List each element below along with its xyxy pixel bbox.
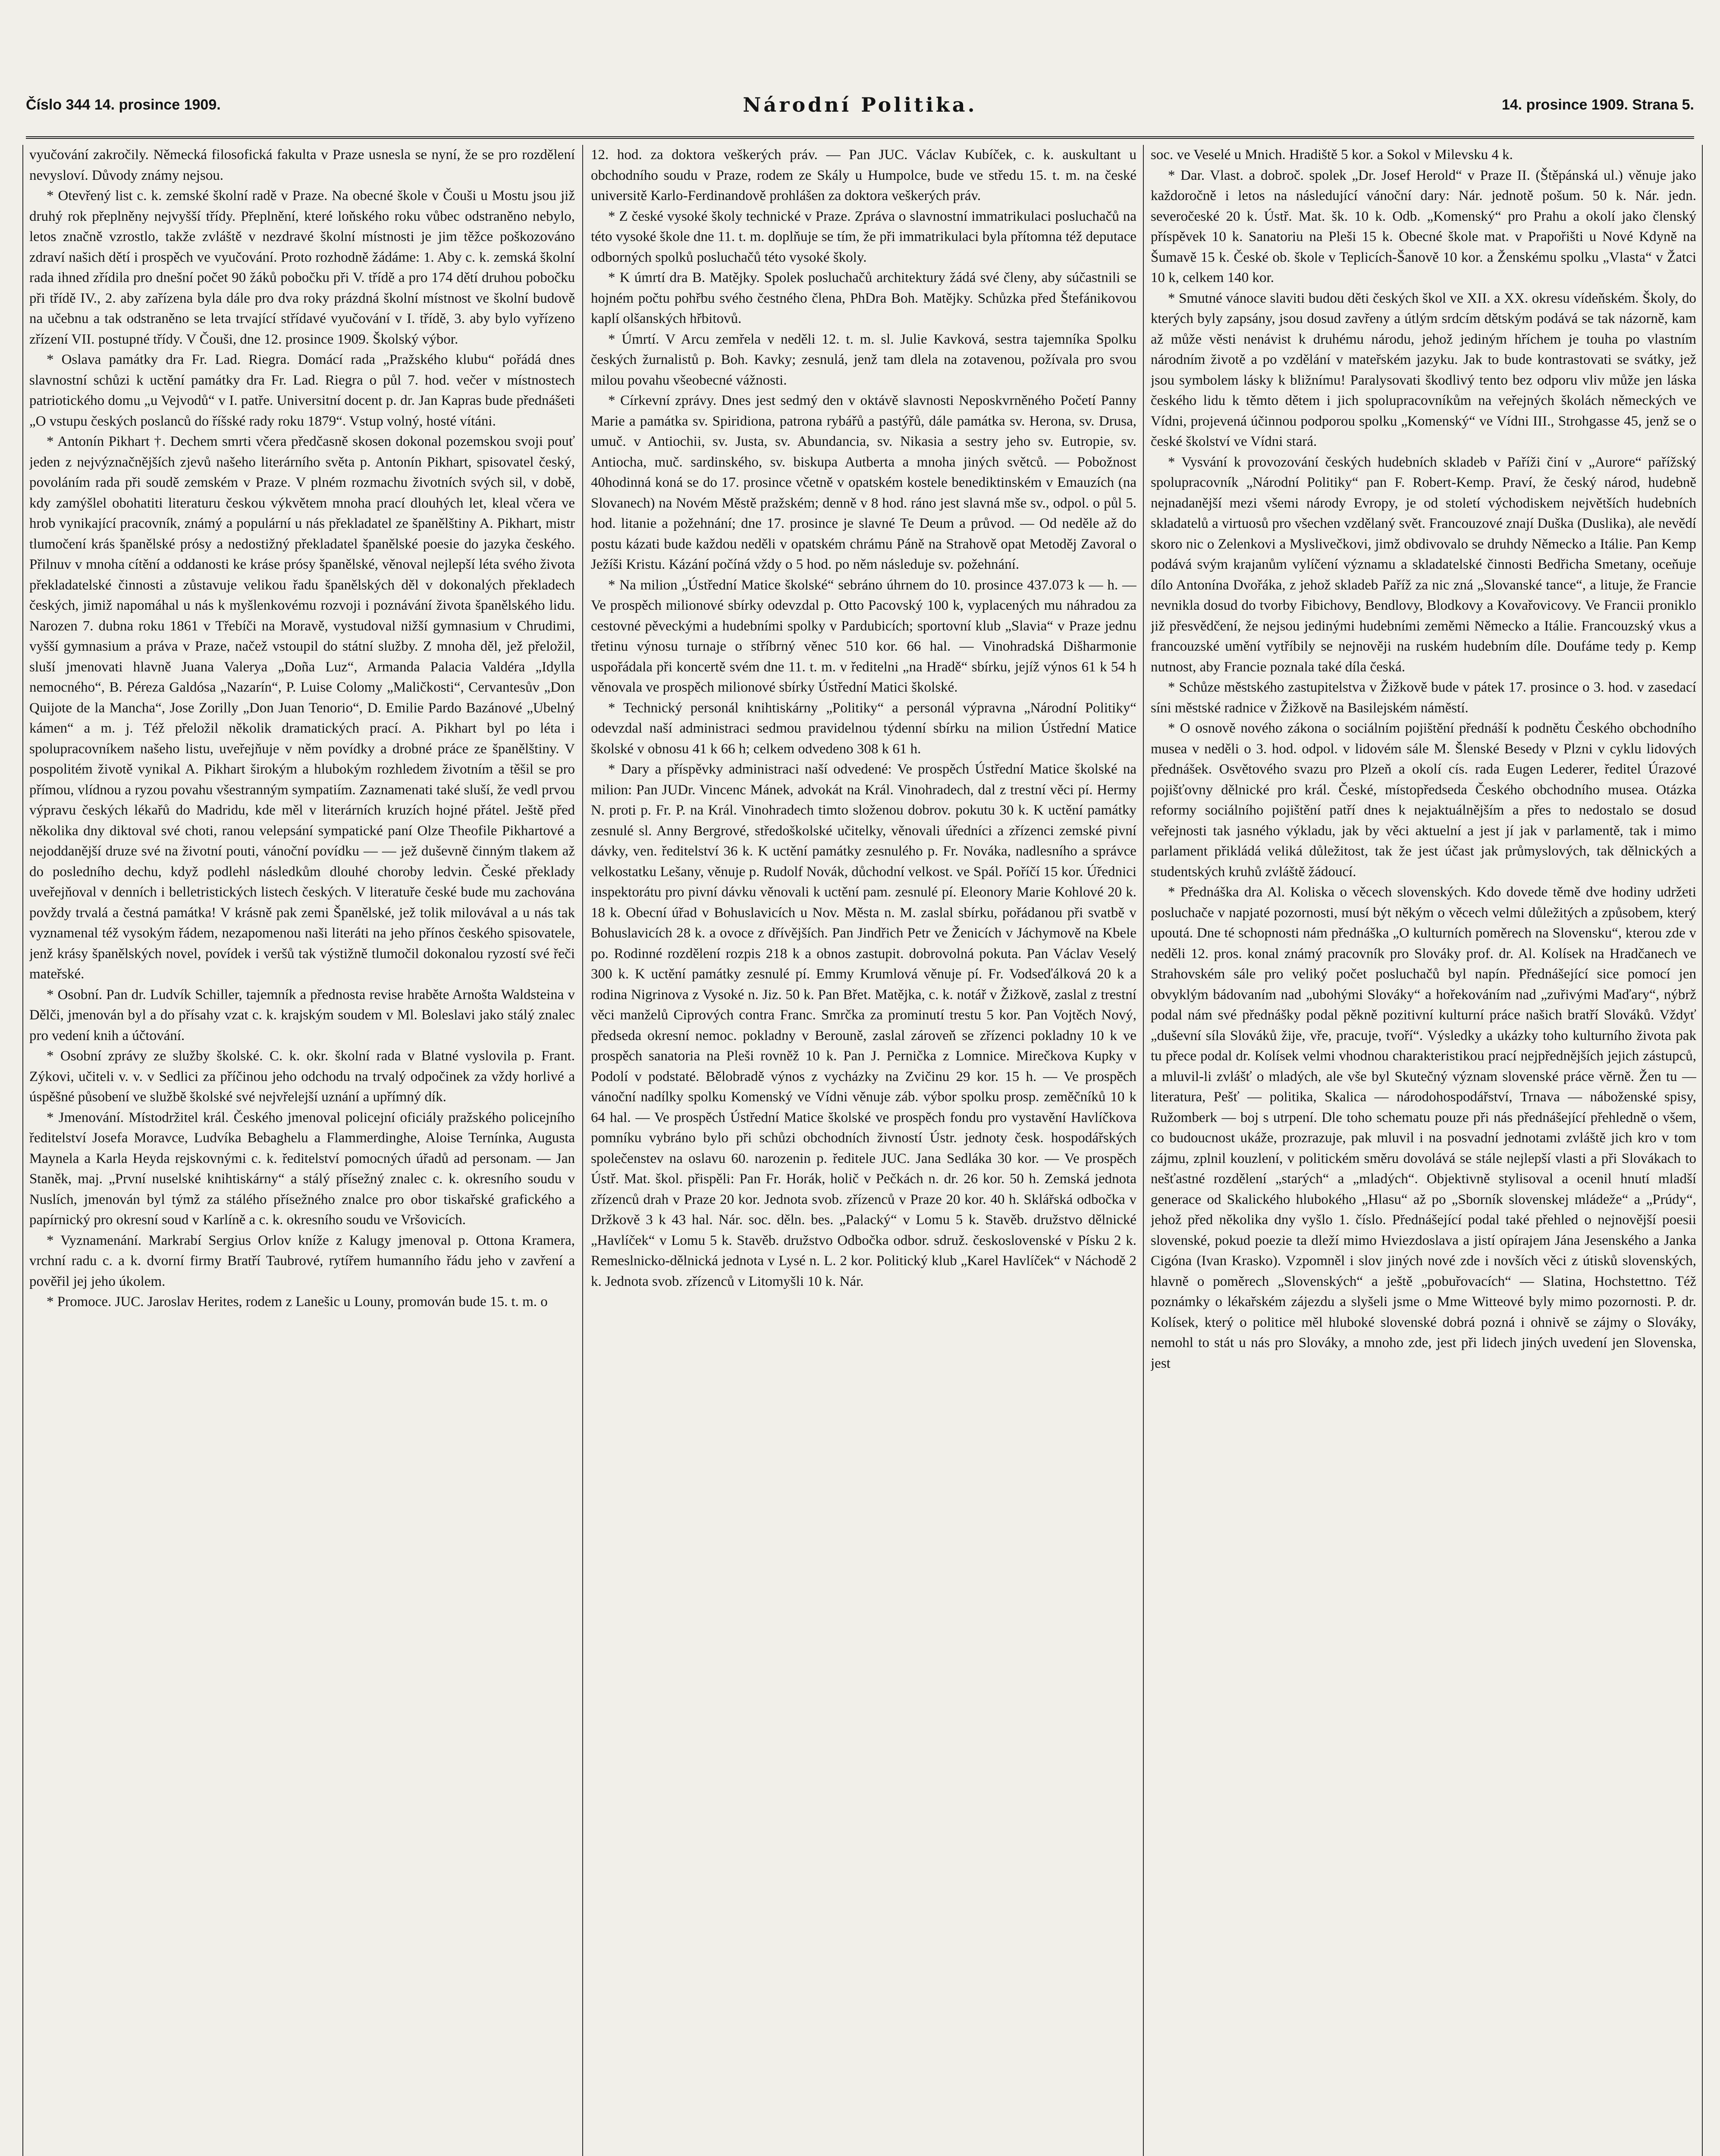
article: * Z české vysoké školy technické v Praze. Zpráva o slavnostní immatrikulaci posluchačů na této vysoké škole dne 11. t. m. doplňuje se tím, že při immatrikulaci byla přítomna též deputace odborných spolků posluchačů této vysoké školy. [591, 208, 1136, 265]
column-rule [1143, 145, 1144, 2156]
column-2 [591, 145, 1136, 2156]
column-rule [1702, 145, 1703, 2156]
column-1 [29, 145, 575, 2156]
article: vyučování zakročily. Německá filosofická fakulta v Praze usnesla se nyní, že se pro rozdělení nevysloví. Důvody známy nejsou. [29, 147, 575, 183]
article: * Schůze městského zastupitelstva v Žižkově bude v pátek 17. prosince o 3. hod. v zasedací síni městské radnice v Žižkově na Basilejském náměstí. [1151, 680, 1696, 716]
article: * Otevřený list c. k. zemské školní radě v Praze. Na obecné škole v Čouši u Mostu jsou již druhý rok přeplněny nejvyšší třídy. Přeplnění, které loňského roku vůbec odstraněno nebylo, letos značně vzrostlo, takže zvláště v nezdravé školní místnosti je jim těžce poškozováno zdraví našich dětí i prospěch ve vyučování. Proto rozhodně žádáme: 1. Aby c. k. zemská školní rada ihned zřídila pro dnešní počet 90 žáků pobočku při V. třídě a pro 174 dětí druhou pobočku při třídě IV., 2. aby zařízena byla dále pro dva roky prázdná školní místnost ve školní budově na učebnu a tak odstraněno se leta trvající střídavé vyučování v I. třídě, 3. aby bylo vyřízeno zřízení VII. postupné třídy. V Čouši, dne 12. prosince 1909. Školský výbor. [29, 188, 575, 347]
article: soc. ve Veselé u Mnich. Hradiště 5 kor. a Sokol v Milevsku 4 k. [1151, 147, 1513, 163]
column-rule [582, 145, 583, 2156]
article: 12. hod. za doktora veškerých práv. — Pan JUC. Václav Kubíček, c. k. auskultant u obchodního soudu v Praze, rodem ze Skály u Humpolce, bude ve středu 15. t. m. na české universitě Karlo-Ferdinandově prohlášen za doktora veškerých práv. [591, 147, 1136, 204]
article: * Vysvání k provozování českých hudebních skladeb v Paříži činí v „Aurore“ pařížský spolupracovník „Národní Politiky“ pan F. Robert-Kemp. Praví, že český národ, hudebně nejnadanější mezi všemi národy Evropy, je od století východiskem největších hudebních skladatelů a virtuosů pro všechen vzdělaný svět. Francouzové znají Duška (Duslika), ale nevědí skoro nic o Zelenkovi a Myslivečkovi, jimž obdivovalo se druhdy Německo a Itálie. Pan Kemp podává svým krajanům vylíčení významu a skladatelské činnosti Bedřicha Smetany, oceňuje dílo Antonína Dvořáka, z jehož skladeb Paříž za nic zná „Slovanské tance“, a lituje, že Francie nevnikla dosud do tvorby Fibichovy, Bendlovy, Blodkovy a Kovařovicovy. Ve Francii proniklo již přesvědčení, že nejsou jedinými hudebními zeměmi Německo a Itálie. Francouzský vkus a francouzské umění vytříbily se nejnověji na ruském hudebním díle. Doufáme tedy p. Kemp nutnost, aby Francie poznala také díla česká. [1151, 454, 1696, 675]
article: * Technický personál knihtiskárny „Politiky“ a personál výpravna „Národní Politiky“ odevzdal naší administraci sedmou pravidelnou týdenní sbírku na milion Ústřední Matice školské v obnosu 41 k 66 h; celkem odvedeno 308 k 61 h. [591, 700, 1136, 757]
newspaper-title: Národní Politika. [743, 93, 977, 116]
article: * Vyznamenání. Markrabí Sergius Orlov kníže z Kalugy jmenoval p. Ottona Kramera, vrchní radu c. a k. dvorní firmy Bratří Taubrové, rytířem humanního řádu jeho v zavření a pověřil jej jeho úkolem. [29, 1232, 575, 1289]
article: * Církevní zprávy. Dnes jest sedmý den v oktávě slavnosti Neposkvrněného Početí Panny Marie a památka sv. Spiridiona, patrona rybářů a pastýřů, dále památka sv. Herona, sv. Drusa, umuč. v Antiochii, sv. Justa, sv. Abundancia, sv. Nikasia a sestry jeho sv. Eutropie, sv. Antiocha, muč. sardinského, sv. biskupa Autberta a mnoha jiných světců. — Pobožnost 40hodinná koná se do 17. prosince včetně v opatském kostele benediktinském v Emauzích (na Slovanech) na Novém Městě pražském; denně v 8 hod. ráno jest slavná mše sv., odpol. o půl 5. hod. litanie a požehnání; dne 17. prosince je slavné Te Deum a průvod. — Od neděle až do postu kázati bude každou neděli v opatském chrámu Páně na Strahově opat Metoděj Zavoral o Ježíši Kristu. Kázání počíná vždy o 5 hod. po něm následuje sv. požehnání. [591, 393, 1136, 572]
article: * Osobní. Pan dr. Ludvík Schiller, tajemník a přednosta revise hraběte Arnošta Waldsteina v Dělči, jmenován byl a do přísahy vzat c. k. krajským soudem v Ml. Boleslavi jako stálý znalec pro vedení knih a účtování. [29, 987, 575, 1044]
issue-number: Číslo 344 14. prosince 1909. [26, 97, 221, 113]
article: * K úmrtí dra B. Matějky. Spolek posluchačů architektury žádá své členy, aby súčastnili se hojném počtu pohřbu svého čestného člena, PhDra Boh. Matějky. Schůzka před Štefánikovou kaplí olšanských hřbitovů. [591, 270, 1136, 326]
article: * Antonín Pikhart †. Dechem smrti včera předčasně skosen dokonal pozemskou svoji pouť jeden z nejvýznačnějších zjevů našeho literárního světa p. Antonín Pikhart, spisovatel český, povoláním rada při soudě zemském v Praze. V plném rozmachu životních svých sil, v době, kdy zamýšlel obohatiti literaturu českou výkvětem mnoha prací dlouhých let, kleal včera ve hrob vynikající pracovník, známý a populární u nás překladatel ze španělštiny A. Pikhart, mistr tlumočení krás španělské prósy a nedostižný překladatel španělské poesie do jazyka českého. Přilnuv v mnoha cítění a oddanosti ke kráse prósy španělské, věnoval nejlepší léta svého života překladatelské činnosti a zůstavuje velikou řadu španělských děl v dokonalých překladech českých, jimiž napomáhal u nás k myšlenkovému rozvoji i poznávání života španělského lidu. Narozen 7. dubna roku 1861 v Třebíči na Moravě, vystudoval nižší gymnasium v Chrudimi, vyšší gymnasium a práva v Praze, načež vstoupil do státní služby. Z mnoha děl, jež přeložil, sluší jmenovati hlavně Juana Valerya „Doña Luz“, Armanda Palacia Valdéra „Idylla nemocného“, B. Péreza Galdósa „Nazarín“, P. Luise Colomy „Maličkosti“, Cervantesův „Don Quijote de la Mancha“, Jose Zorilly „Don Juan Tenorio“, D. Emilie Pardo Bazánové „Ubelný kámen“ a m. j. Též přeložil několik dramatických prací. A. Pikhart byl po léta i spolupracovníkem našeho listu, uveřejňuje v něm povídky a drobné práce ze španělštiny. V pospolitém životě vynikal A. Pikhart širokým a hlubokým rozhledem životním a těšil se pro přímou, vlídnou a ryzou povahu všestranným sympatiím. Zaznamenati také sluší, že vedl prvou výpravu českých lékařů do Madridu, kde měl v literárních kruzích hojné přátel. Ještě před několika dny diktoval své choti, ranou velepsání sympatické paní Olze Theofile Pikhartové a nejoddanější druze své na životní pouti, vánoční povídku — — jež duševně činným tlakem až do posledního dechu, když podlehl následkům dlouhé choroby ledvin. České překlady uveřejňoval v denních i belletristických listech českých. V literatuře české bude mu zachována povždy trvalá a čestná památka! V krásně pak zemi Španělské, jež tolik milovával a u nás tak vyznamenal též vysokým řádem, nezapomenou naši literáti na jeho přínos českého spisovatele, jenž krásy španělských novel, povídek i veršů tak výstižně tlumočil dokonalou ryzostí své řeči mateřské. [29, 434, 575, 982]
masthead [26, 85, 1694, 139]
article: * Přednáška dra Al. Koliska o věcech slovenských. Kdo dovede těmě dve hodiny udržeti posluchače v napjaté pozornosti, musí být někým o věcech velmi důležitých a způsobem, který upoutá. Dne té schopnosti nám přednáška „O kulturních poměrech na Slovensku“, kterou zde v neděli 12. pros. konal známý pracovník pro Slováky prof. dr. Al. Kolísek na Hradčanech ve Strahovském sále pro veliký počet posluchačů byl napín. Přednášející sice pomocí jen obvyklým bádovaním nad „ubohými Slováky“ a hořekováním nad „zuřivými Maďary“, nýbrž podal nám své přednášky podal pěkně pozitivní kulturní práce našich bratří Slováků. Vždyť „duševní síla Slováků žije, vře, pracuje, tvoří“. Výsledky a ukázky toho kulturního života pak tu přece podal dr. Kolísek velmi vhodnou charakteristikou prací nejpřednějších jejich zástupců, a mluvil-li zvlášť o mladých, ale vše byl Skutečný význam slovenské práce věrně. Žen tu — literatura, Pešť — politika, Skalica — národohospodářství, Trnava — náboženské spisy, Ružomberk — boj s utrpení. Dle toho schematu pouze při nás přednášející přehledně o všem, co budoucnost ukáže, prozrazuje, pak mluvil i na posvadní jednotami zvláště jich kro v tom zájmu, zplnil kouzlení, v politickém směru dovolává se stále nejlepší vlasti a při Slovákach to nešťastné rozdělení „starých“ a „mladých“. Objektivně stylisoval a ocenil hnutí mladší generace od Skalického hlubokého „Hlasu“ až po „Sborník slovenskej mládeže“ a „Prúdy“, jehož před několika dny vyšlo 1. číslo. Přednášející podal také přehled o nejnovější poesii slovenské, pokud poezie ta dleží mimo Hviezdoslava a jistí opírajem Jána Jesenského a Janka Cigóna (Ivan Krasko). Vzpomněl i slov jiných nové zde i novších věci z útisků slovenských, hlavně o poměrech „Slovenských“ a ještě „pobuřovacích“ — Slatina, Hochstettno. Též poznámky o lékařském zájezdu a slyšeli jsme o Mme Witteové byly mimo pozornosti. P. dr. Kolísek, který o politice měl hluboké slovenské dobrá pozná i ohnivě se zájmy o Slováky, nemohl to stát u nás pro Slováky, a mnoho zde, jest při lidech jiných uvedení jen Slovenska, jest [1151, 884, 1696, 1371]
article: * Osobní zprávy ze služby školské. C. k. okr. školní rada v Blatné vyslovila p. Frant. Zýkovi, učiteli v. v. v Sedlici za příčinou jeho odchodu na trvalý odpočinek za vždy horlivé a úspěšné působení ve službě školské své nejvřelejší uznání a upřímný dík. [29, 1048, 575, 1105]
article: * Na milion „Ústřední Matice školské“ sebráno úhrnem do 10. prosince 437.073 k — h. — Ve prospěch milionové sbírky odevzdal p. Otto Pacovský 100 k, vyplacených mu náhradou za cestovné pěveckými a hudebními spolky v Pardubicích; sportovní klub „Slavia“ v Praze jednu třetinu výnosu turnaje o stříbrný věnec 510 kor. 66 hal. — Vinohradská Dišharmonie uspořádala při koncertě svém dne 11. t. m. v ředitelni „na Hradě“ sbírku, jejíž výnos 61 k 54 h věnovala ve prospěch milionové sbírky Ústřední Matici školské. [591, 577, 1136, 695]
date-page: 14. prosince 1909. Strana 5. [1501, 97, 1694, 113]
article: * Úmrtí. V Arcu zemřela v neděli 12. t. m. sl. Julie Kavková, sestra tajemníka Spolku českých žurnalistů p. Boh. Kavky; zesnulá, jenž tam dlela na zotavenou, požívala pro svou milou povahu všeobecné vážnosti. [591, 331, 1136, 388]
article: * Smutné vánoce slaviti budou děti českých škol ve XII. a XX. okresu vídeňském. Školy, do kterých byly zapsány, jsou dosud zavřeny a útlým srdcím dětským podává se tak názorně, kam až může věsti nenávist k druhému národu, jehož jediným hříchem je touha po vlastním národním životě a po vzdělání v mateřském jazyku. Jak to bude kontrastovati se svátky, jež jsou symbolem lásky k bližnímu! Paralysovati škodlivý tento bez odporu vliv může jen láska českého lidu k těmto dětem i jich spolupracovníkům na veřejných školách německých ve Vídni, projevená účinnou podporou spolku „Komenský“ ve Vídni III., Strohgasse 45, jenž se o české školství ve Vídni stará. [1151, 290, 1696, 449]
column-3 [1151, 145, 1696, 2156]
article: * O osnově nového zákona o sociálním pojištění přednáší k podnětu Českého obchodního musea v neděli o 3. hod. odpol. v lidovém sále M. Šlenské Besedy v Plzni v cyklu lidových přednášek. Osvětového svazu pro Plzeň a okolí cís. rada Eugen Lederer, ředitel Úrazové pojišťovny dělnické pro král. České, místopředseda Českého obchodního musea. Otázka reformy sociálního pojištění patří dnes k nejaktuálnějším a přes to nedostalo se dosud veřejnosti tak jasného výkladu, jak by věci aktuelní a jest jí jak v parlamentě, tak i mimo parlament přikládá veliká důležitost, tak že jest účast jak průmyslových, tak dělnických a studentských kruhů zvláště žádoucí. [1151, 721, 1696, 880]
column-rule [22, 145, 23, 2156]
article: * Jmenování. Místodržitel král. Českého jmenoval policejní oficiály pražského policejního ředitelství Josefa Moravce, Ludvíka Bebaghelu a Flammerdinghe, Aloise Ternínka, Augusta Maynela a Karla Heyda rejskovnými c. k. ředitelství pomocných úřadů ad personam. — Jan Staněk, maj. „První nuselské knihtiskárny“ a stálý přísežný znalec c. k. okresního soudu v Nuslích, jmenován byl týmž za stálého přísežného znalce pro obor tiskařské grafického a papírnický pro okresní soud v Karlíně a c. k. okresního soudu ve Vršovicích. [29, 1109, 575, 1228]
article: * Dary a příspěvky administraci naší odvedené: Ve prospěch Ústřední Matice školské na milion: Pan JUDr. Vincenc Mánek, advokát na Král. Vinohradech, dal z trestní věci pí. Hermy N. proti p. Fr. P. na Král. Vinohradech timto složenou dobrov. pokutu 30 k. K uctění památky zesnulé sl. Anny Bergrové, středoškolské učitelky, věnovali úředníci a zřízenci zemské pivní dávky, ven. ředitelství 36 k. K uctění památky zesnulého p. Fr. Nováka, nadlesního a správce velkostatku Lešany, věnuje p. Rudolf Novák, důchodní velkost. ve Spál. Poříčí 15 kor. Úřednici inspektorátu pro pivní dávku věnovali k uctění pam. zesnulé pí. Eleonory Marie Kohlové 20 k. 18 k. Obecní úřad v Bohuslavicích u Nov. Města n. M. zaslal sbírku, pořádanou při svatbě v Bohuslavicích 28 k. a ovoce z dřívějších. Pan Jindřich Petr ve Ženicích v Jáchymově na Kbele po. Rodinné rozdělení rozpis 218 k a obnos zastupit. dobrovolná pokuta. Pan Václav Veselý 300 k. K uctění památky zesnulé pí. Emmy Krumlová věnuje pí. Fr. Vodseďálková 20 k a rodina Nigrinova z Vysoké n. Jiz. 50 k. Pan Břet. Matějka, c. k. notář v Žižkově, zaslal z trestní věci manželů Ciprových contra Franc. Smrčka za prominutí trestu 5 kor. Pan Vojtěch Nový, předseda okresní nemoc. pokladny v Berouně, zaslal zároveň se zřízenci pokladny 10 k ve prospěch sanatoria na Pleši rovněž 10 k. Pan J. Pernička z Lomnice. Mirečkova Kupky v Podolí v podstaté. Bělobradě výnos z vycházky na Zvičinu 29 kor. 15 h. — Ve prospěch vánoční nadílky spolku Komenský ve Vídni věnuje záb. výbor spolku prosp. zeměčníků 10 k 64 hal. — Ve prospěch Ústřední Matice školské ve prospěch fondu pro vystavění Havlíčkova pomníku vybráno bylo při schůzi obchodních živností Ústr. jednoty česk. hospodářských společenstev na oslavu 60. narozenin p. ředitele JUC. Jana Sedláka 30 kor. — Ve prospěch Ústř. Mat. škol. přispěli: Pan Fr. Horák, holič v Pečkách n. dr. 26 kor. 50 h. Zemská jednota zřízenců drah v Praze 20 kor. Jednota svob. zřízenců v Praze 20 kor. 40 h. Sklářská odbočka v Držkově 3 k 43 hal. Nár. soc. děln. bes. „Palacký“ v Lomu 5 k. Stavěb. družstvo dělnické „Havlíček“ v Lomu 5 k. Stavěb. družstvo Odbočka odbor. sdruž. československé v Písku 2 k. Remeslnicko-dělnická jednota v Lysé n. L. 2 kor. Politický klub „Karel Havlíček“ v Náchodě 2 k. Jednota svob. zřízenců v Litomyšli 10 k. Nár. [591, 761, 1136, 1289]
article: * Dar. Vlast. a dobroč. spolek „Dr. Josef Herold“ v Praze II. (Štěpánská ul.) věnuje jako každoročně i letos na následující vánoční dary: Nár. jednotě pošum. 50 k. Nár. jedn. severočeské 20 k. Ústř. Mat. šk. 10 k. Odb. „Komenský“ pro Prahu a okolí jako členský příspěvek 10 k. Sanatoriu na Pleši 15 k. Obecné škole mat. v Prapořišti u Nové Kdyně na Šumavě 15 k. České ob. škole v Teplicích-Šanově 10 kor. a Ženskému spolku „Vlasta“ v Žatci 10 k, celkem 140 kor. [1151, 167, 1696, 285]
article: * Oslava památky dra Fr. Lad. Riegra. Domácí rada „Pražského klubu“ pořádá dnes slavnostní schůzi k uctění památky dra Fr. Lad. Riegra o půl 7. hod. večer v místnostech patriotického domu „u Vejvodů“ v I. patře. Universitní docent p. dr. Jan Kapras bude přednášeti „O vstupu českých poslanců do říšské rady roku 1879“. Vstup volný, hosté vítáni. [29, 352, 575, 429]
article: * Promoce. JUC. Jaroslav Herites, rodem z Lanešic u Louny, promován bude 15. t. m. o [47, 1294, 548, 1310]
